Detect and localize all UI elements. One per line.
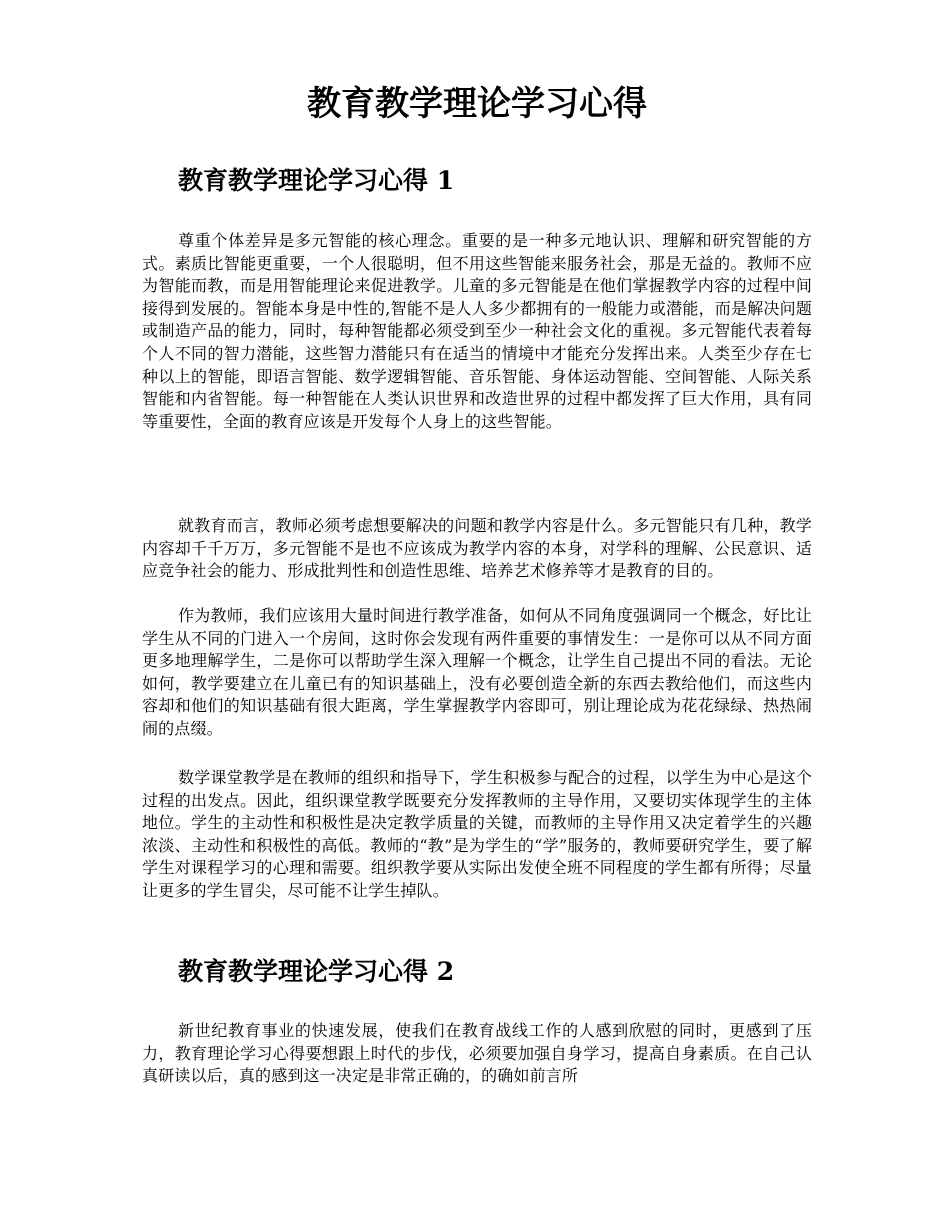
paragraph: 数学课堂教学是在教师的组织和指导下，学生积极参与配合的过程，以学生为中心是这个过程的出发点。因此，组织课堂教学既要充分发挥教师的主导作用，又要切实体现学生的主体地位。学生的主动性和积极性是决定教学质量的关键，而教师的主导作用又决定着学生的兴趣浓淡、主动性和积极性的高低。教师的“教”是为学生的“学”服务的，教师要研究学生，要了解学生对课程学习的心理和需要。组织教学要从实际出发使全班不同程度的学生都有所得；尽量让更多的学生冒尖，尽可能不让学生掉队。 [142,768,812,900]
paragraph: 新世纪教育事业的快速发展，使我们在教育战线工作的人感到欣慰的同时，更感到了压力，教育理论学习心得要想跟上时代的步伐，必须要加强自身学习，提高自身素质。在自己认真研读以后，真的感到这一决定是非常正确的，的确如前言所 [142,1021,812,1086]
document-title: 教育教学理论学习心得 [307,84,647,124]
section-heading-2: 教育教学理论学习心得 2 [178,957,455,986]
section-heading-1: 教育教学理论学习心得 1 [178,166,455,195]
paragraph: 就教育而言，教师必须考虑想要解决的问题和教学内容是什么。多元智能只有几种，教学内容却千千万万，多元智能不是也不应该成为教学内容的本身，对学科的理解、公民意识、适应竞争社会的能力、形成批判性和创造性思维、培养艺术修养等才是教育的目的。 [142,516,812,581]
paragraph: 尊重个体差异是多元智能的核心理念。重要的是一种多元地认识、理解和研究智能的方式。素质比智能更重要，一个人很聪明，但不用这些智能来服务社会，那是无益的。教师不应为智能而教，而是用智能理论来促进教学。儿童的多元智能是在他们掌握教学内容的过程中间接得到发展的。智能本身是中性的,智能不是人人多少都拥有的一般能力或潜能，而是解决问题或制造产品的能力，同时，每种智能都必须受到至少一种社会文化的重视。多元智能代表着每个人不同的智力潜能，这些智力潜能只有在适当的情境中才能充分发挥出来。人类至少存在七种以上的智能，即语言智能、数学逻辑智能、音乐智能、身体运动智能、空间智能、人际关系智能和内省智能。每一种智能在人类认识世界和改造世界的过程中都发挥了巨大作用，具有同等重要性，全面的教育应该是开发每个人身上的这些智能。 [142,231,812,431]
paragraph: 作为教师，我们应该用大量时间进行教学准备，如何从不同角度强调同一个概念，好比让学生从不同的门进入一个房间，这时你会发现有两件重要的事情发生：一是你可以从不同方面更多地理解学生，二是你可以帮助学生深入理解一个概念，让学生自己提出不同的看法。无论如何，教学要建立在儿童已有的知识基础上，没有必要创造全新的东西去教给他们，而这些内容却和他们的知识基础有很大距离，学生掌握教学内容即可，别让理论成为花花绿绿、热热闹闹的点缀。 [142,606,812,738]
